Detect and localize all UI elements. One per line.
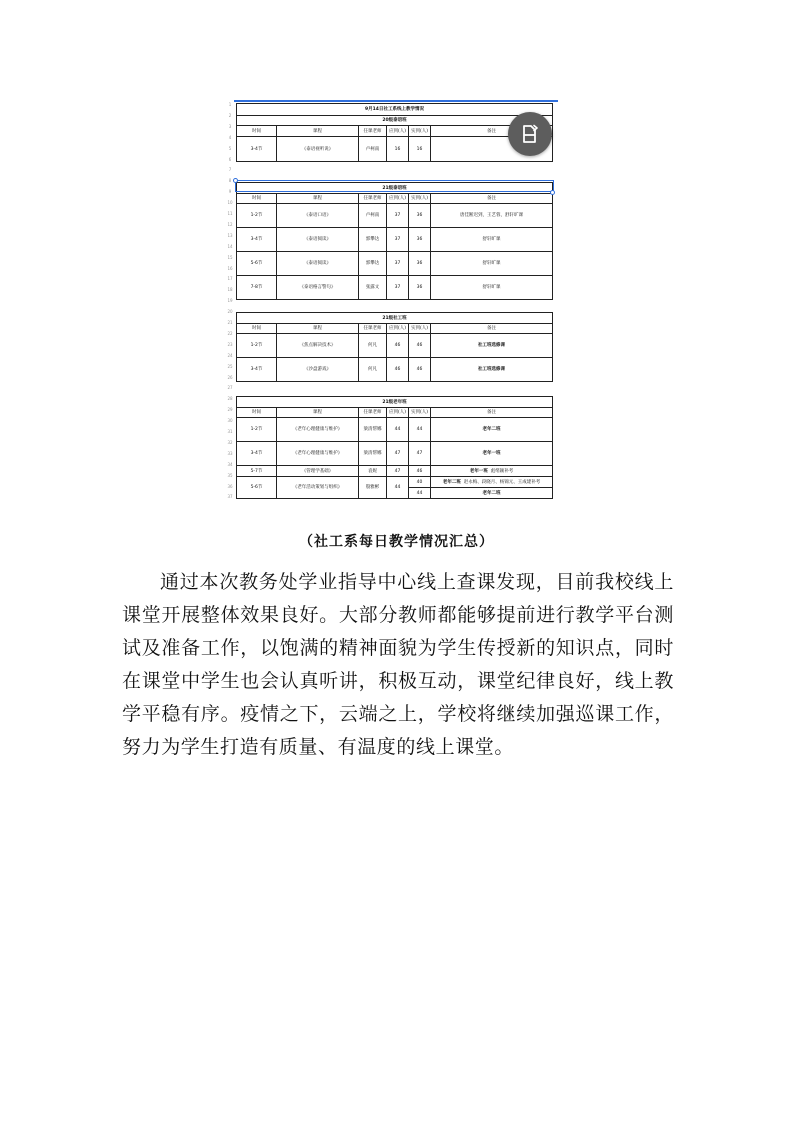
header-teacher: 任课老师 [359, 126, 387, 137]
header-due: 应到(人) [387, 194, 409, 204]
header-note: 备注 [431, 194, 553, 204]
section-table-21-social [236, 312, 553, 382]
cell-note: 舒轩旷课 [431, 228, 553, 252]
row-number: 16 [227, 265, 233, 271]
row-number: 4 [228, 134, 232, 140]
header-course: 课程 [277, 194, 359, 204]
row-number: 7 [228, 167, 232, 173]
cell-teacher: 张露文 [359, 276, 387, 300]
cell-teacher: 郭攀达 [359, 252, 387, 276]
cell-course: 《老年心理健康与维护》 [277, 418, 359, 442]
cell-course: 《泰语视听说》 [277, 137, 359, 162]
cell-due: 37 [387, 276, 409, 300]
cell-note: 舒轩旷课 [431, 252, 553, 276]
row-number: 24 [227, 352, 233, 358]
cell-due: 37 [387, 228, 409, 252]
cell-actual: 47 [409, 442, 431, 466]
row-number: 14 [227, 243, 233, 249]
row-number: 9 [228, 189, 232, 195]
cell-course: 《泰语格言警句》 [277, 276, 359, 300]
cell-time: 3-4节 [237, 358, 277, 382]
header-due: 应到(人) [387, 126, 409, 137]
cell-course: 《泰语阅读》 [277, 228, 359, 252]
row-number: 30 [227, 418, 233, 424]
row-number: 31 [227, 429, 233, 434]
cell-note: 社工班选修课 [431, 334, 553, 358]
row-number: 25 [227, 363, 233, 369]
header-due: 应到(人) [387, 324, 409, 334]
row-number: 23 [227, 341, 233, 347]
cell-time: 7-8节 [237, 276, 277, 300]
table-row [237, 358, 553, 382]
cell-note: 舒轩旷课 [431, 276, 553, 300]
row-number: 34 [227, 461, 233, 467]
cell-course: 《泰语阅读》 [277, 252, 359, 276]
cell-time: 1-2节 [237, 334, 277, 358]
section-title: 20级泰语班 [237, 116, 553, 126]
cell-actual: 46 [409, 358, 431, 382]
cell-actual: 44 [409, 488, 431, 499]
cell-actual: 44 [409, 418, 431, 442]
cell-note: 唐佳断迟到，王艺蓉，舒轩旷课 [431, 204, 553, 228]
cell-due: 44 [387, 418, 409, 442]
cell-note: 老年一班 [431, 442, 553, 466]
cell-teacher: 郭攀达 [359, 228, 387, 252]
cell-teacher: 何凡 [359, 334, 387, 358]
note-extra: 彪绪颖补考 [490, 468, 514, 474]
row-number: 6 [228, 156, 232, 162]
cell-due: 44 [387, 477, 409, 499]
cell-due: 46 [387, 334, 409, 358]
header-actual: 实到(人) [409, 126, 431, 137]
table-row [237, 466, 553, 477]
cell-time: 1-2节 [237, 418, 277, 442]
cell-time: 5-6节 [237, 477, 277, 499]
cell-teacher: 何凡 [359, 358, 387, 382]
cell-note: 老年二班 [431, 488, 553, 499]
file-swap-icon [520, 124, 540, 144]
row-number: 8 [228, 178, 232, 184]
section-title: 21级老年班 [237, 397, 553, 408]
cell-due: 46 [387, 358, 409, 382]
row-number: 5 [228, 145, 232, 151]
cell-due: 16 [387, 137, 409, 162]
section-table-21-elderly [236, 396, 553, 499]
section-table-20-thai [236, 103, 553, 162]
cell-course: 《沙盘游戏》 [277, 358, 359, 382]
cell-teacher: 殷雅彬 [359, 477, 387, 499]
cell-teacher: 梁清帮娜 [359, 418, 387, 442]
cell-teacher: 梁清帮娜 [359, 442, 387, 466]
table-row [237, 276, 553, 300]
selection-handle-top-left[interactable] [233, 178, 238, 183]
header-time: 时间 [237, 126, 277, 137]
header-actual: 实到(人) [409, 408, 431, 418]
header-actual: 实到(人) [409, 324, 431, 334]
table-row [237, 204, 553, 228]
header-course: 课程 [277, 126, 359, 137]
cell-time: 5-7节 [237, 466, 277, 477]
cell-due: 37 [387, 204, 409, 228]
header-teacher: 任课老师 [359, 194, 387, 204]
cell-note [431, 477, 553, 488]
cell-actual: 40 [409, 477, 431, 488]
cell-time: 5-6节 [237, 252, 277, 276]
row-number-gutter [226, 103, 234, 507]
cell-course: 《管理学基础》 [277, 466, 359, 477]
header-note: 备注 [431, 324, 553, 334]
cell-actual: 16 [409, 137, 431, 162]
cell-time: 3-4节 [237, 137, 277, 162]
row-number: 28 [227, 396, 233, 402]
cell-time: 1-2节 [237, 204, 277, 228]
header-time: 时间 [237, 408, 277, 418]
cell-teacher: 袁妮 [359, 466, 387, 477]
header-course: 课程 [277, 408, 359, 418]
row-number: 37 [227, 494, 233, 500]
cell-actual: 36 [409, 276, 431, 300]
cell-course: 《泰语口语》 [277, 204, 359, 228]
row-number: 36 [227, 483, 233, 489]
row-number: 3 [228, 123, 232, 129]
body-paragraph [122, 566, 674, 764]
cell-note [431, 466, 553, 477]
cell-time: 3-4节 [237, 228, 277, 252]
row-number: 29 [227, 407, 233, 413]
row-number: 22 [227, 330, 233, 336]
row-number: 32 [227, 439, 233, 445]
row-number: 1 [228, 102, 232, 107]
spreadsheet-screenshot [226, 100, 560, 510]
note-text: 老年一班 [469, 468, 488, 474]
row-number: 2 [228, 112, 232, 118]
row-number: 27 [227, 385, 233, 391]
cell-course: 《老年心理健康与维护》 [277, 442, 359, 466]
table-row [237, 137, 553, 162]
cell-due: 37 [387, 252, 409, 276]
sheet-top-border [234, 100, 558, 102]
section-title[interactable]: 21级泰语班 [237, 183, 553, 194]
row-number: 20 [227, 309, 233, 315]
row-number: 13 [227, 232, 233, 238]
cell-due: 47 [387, 442, 409, 466]
table-row [237, 418, 553, 442]
cell-due: 47 [387, 466, 409, 477]
sheet-title: 9月14日社工系线上教学情况 [237, 104, 553, 116]
header-course: 课程 [277, 324, 359, 334]
cell-note: 老年二班 [431, 418, 553, 442]
header-due: 应到(人) [387, 408, 409, 418]
note-text: 老年二班 [442, 479, 461, 485]
row-number: 12 [227, 221, 233, 227]
table-row [237, 334, 553, 358]
table-row [237, 477, 553, 488]
row-number: 35 [227, 472, 233, 478]
header-note: 备注 [431, 408, 553, 418]
cell-actual: 36 [409, 252, 431, 276]
header-note: 备注 [431, 126, 553, 137]
cell-course: 《焦点解决技术》 [277, 334, 359, 358]
section-title: 21级社工班 [237, 313, 553, 324]
table-row [237, 228, 553, 252]
body-text: 通过本次教务处学业指导中心线上查课发现，目前我校线上课堂开展整体效果良好。大部分教师都能够提前进行教学平台测试及准备工作，以饱满的精神面貌为学生传授新的知识点，同时在课堂中学生也会认真听讲，积极互动，课堂纪律良好，线上教学平稳有序。疫情之下，云端之上，学校将继续加强巡课工作，努力为学生打造有质量、有温度的线上课堂。 [122, 571, 674, 758]
floating-action-button[interactable] [508, 112, 552, 156]
header-teacher: 任课老师 [359, 324, 387, 334]
cell-actual: 46 [409, 466, 431, 477]
cell-actual: 36 [409, 228, 431, 252]
header-time: 时间 [237, 324, 277, 334]
row-number: 10 [227, 200, 233, 206]
header-actual: 实到(人) [409, 194, 431, 204]
note-extra: 赵永梅、段晓月、杨锦元、王成建补考 [463, 479, 541, 485]
selection-handle-bottom-right[interactable] [550, 190, 555, 195]
cell-actual: 46 [409, 334, 431, 358]
cell-actual: 36 [409, 204, 431, 228]
row-number: 21 [227, 320, 233, 325]
figure-caption: （社工系每日教学情况汇总） [299, 534, 494, 550]
table-row [237, 442, 553, 466]
header-time: 时间 [237, 194, 277, 204]
table-row [237, 252, 553, 276]
row-number: 19 [227, 298, 233, 304]
row-number: 18 [227, 287, 233, 293]
row-number: 33 [227, 450, 233, 456]
row-number: 15 [227, 254, 233, 260]
section-table-21-thai [236, 182, 553, 300]
cell-teacher: 卢柯南 [359, 204, 387, 228]
cell-course: 《老年活动策划与组织》 [277, 477, 359, 499]
row-number: 17 [227, 276, 233, 282]
row-number: 26 [227, 374, 233, 380]
row-number: 11 [227, 211, 233, 216]
header-teacher: 任课老师 [359, 408, 387, 418]
cell-selection-box[interactable] [235, 180, 554, 192]
cell-teacher: 卢柯南 [359, 137, 387, 162]
cell-note: 社工班选修课 [431, 358, 553, 382]
cell-time: 3-4节 [237, 442, 277, 466]
